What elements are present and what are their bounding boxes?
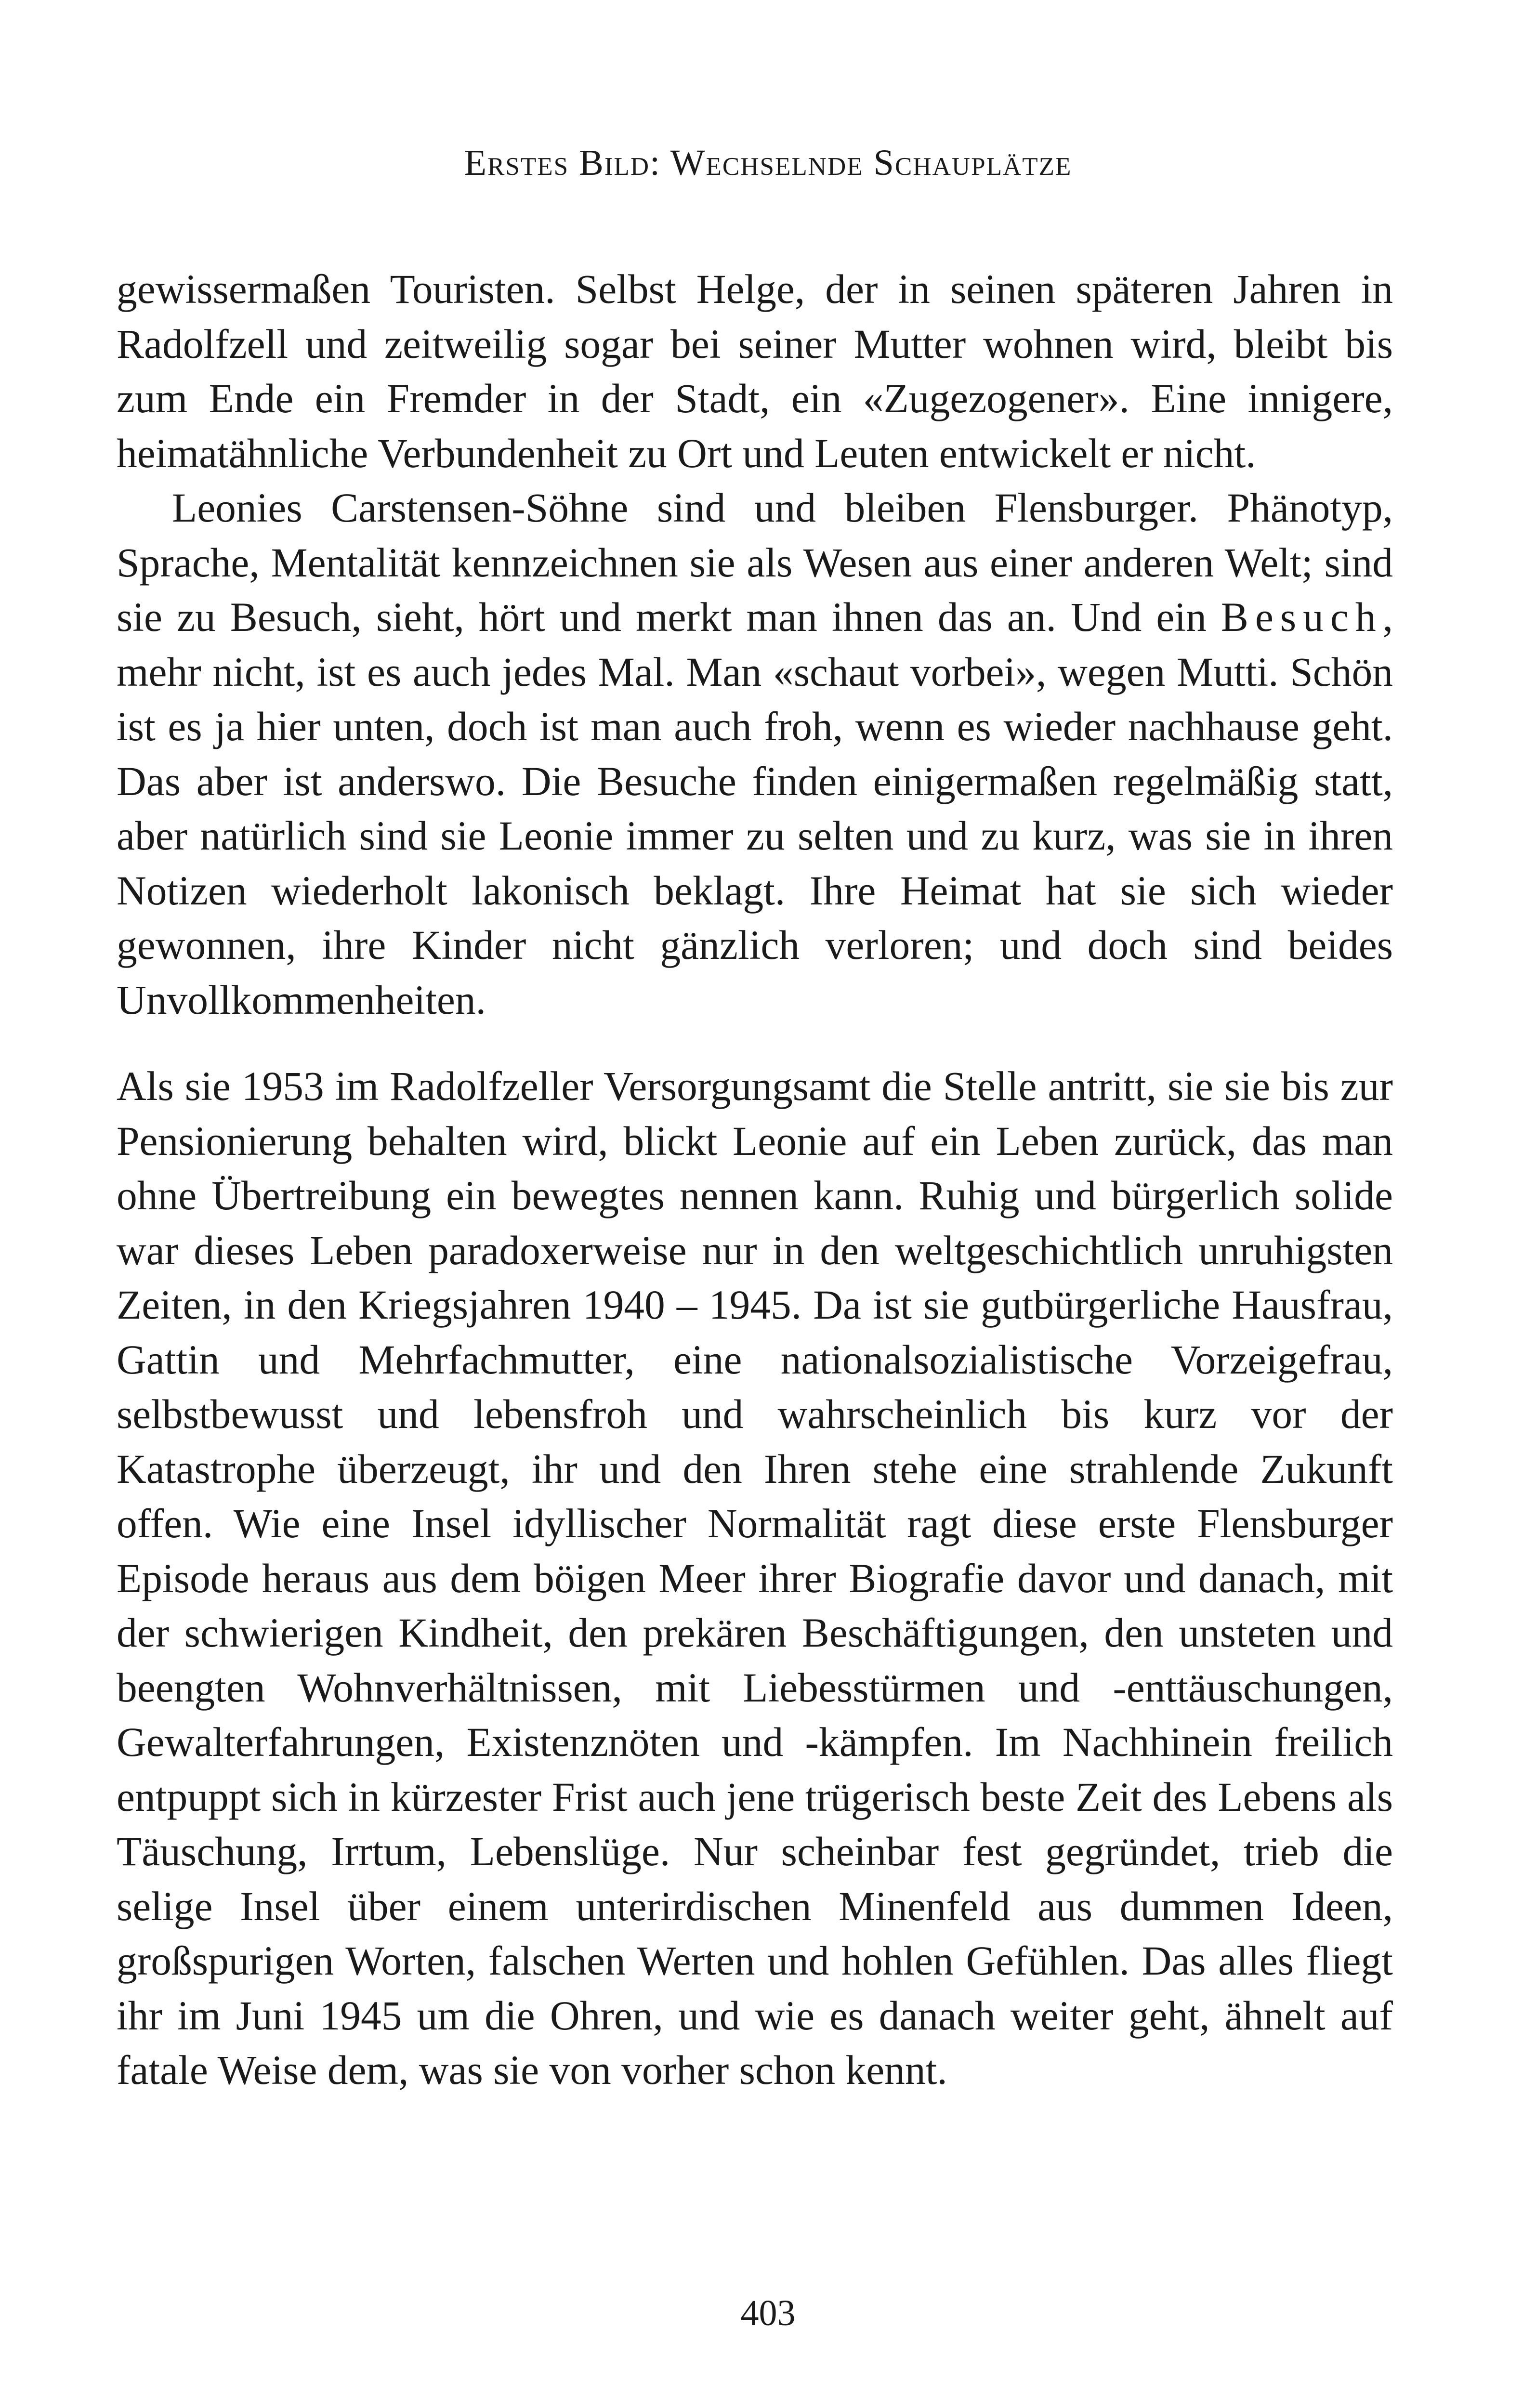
running-head: Erstes Bild: Wechselnde Schauplätze: [464, 143, 1072, 183]
paragraph-2-emphasis: Besuch: [1221, 595, 1383, 640]
page-number: 403: [740, 2293, 796, 2333]
paragraph-3: Als sie 1953 im Radolfzeller Versorgungsamt die Stelle antritt, sie sie bis zur Pensionierung behalten wird, blickt Leonie auf ein Leben zurück, das man ohne Übertreibung ein bewegtes nennen kann. Ruhig und bürgerlich solide war dieses Leben paradoxerweise nur in den weltgeschichtlich unruhigsten Zeiten, in den Kriegsjahren 1940 – 1945. Da ist sie gutbürgerliche Hausfrau, Gattin und Mehrfachmutter, eine nationalsozialistische Vorzeigefrau, selbstbewusst und lebensfroh und wahrscheinlich bis kurz vor der Katastrophe überzeugt, ihr und den Ihren stehe eine strahlende Zukunft offen. Wie eine Insel idyllischer Normalität ragt diese erste Flensburger Episode heraus aus dem böigen Meer ihrer Biografie davor und danach, mit der schwierigen Kindheit, den prekären Beschäftigungen, den unsteten und beengten Wohnverhältnissen, mit Liebesstürmen und -enttäuschungen, Gewalterfahrungen, Existenznöten und -kämpfen. Im Nachhinein freilich entpuppt sich in kürzester Frist auch jene trügerisch beste Zeit des Lebens als Täuschung, Irrtum, Lebenslüge. Nur scheinbar fest gegründet, trieb die selige Insel über einem unterirdischen Minenfeld aus dummen Ideen, großspurigen Worten, falschen Werten und hohlen Gefühlen. Das alles fliegt ihr im Juni 1945 um die Ohren, und wie es danach weiter geht, ähnelt auf fatale Weise dem, was sie von vorher schon kennt.: [117, 1064, 1393, 2093]
paragraph-2: [117, 481, 1393, 1028]
paragraph-2-end: , mehr nicht, ist es auch jedes Mal. Man «schaut vorbei», wegen Mutti. Schön ist es ja hier unten, doch ist man auch froh, wenn es wieder nachhause geht. Das aber ist anderswo. Die Besuche finden einigermaßen regelmäßig statt, aber natürlich sind sie Leonie immer zu selten und zu kurz, was sie in ihren Notizen wiederholt lakonisch beklagt. Ihre Heimat hat sie sich wieder gewonnen, ihre Kinder nicht gänzlich verloren; und doch sind beides Unvollkommenheiten.: [117, 595, 1393, 1023]
text-section-2: [117, 1060, 1393, 2098]
paragraph-1: gewissermaßen Touristen. Selbst Helge, der in seinen späteren Jahren in Radolfzell und zeitweilig sogar bei seiner Mutter wohnen wird, bleibt bis zum Ende ein Fremder in der Stadt, ein «Zugezogener». Eine innigere, heimatähnliche Verbundenheit zu Ort und Leuten entwickelt er nicht.: [117, 267, 1393, 476]
text-section-1: [117, 262, 1393, 1028]
paragraph-2-start: Leonies Carstensen-Söhne sind und bleiben Flensburger. Phänotyp, Sprache, Mentalität kennzeichnen sie als Wesen aus einer anderen Welt; sind sie zu Besuch, sieht, hört und merkt man ihnen das an. Und ein: [117, 485, 1393, 640]
